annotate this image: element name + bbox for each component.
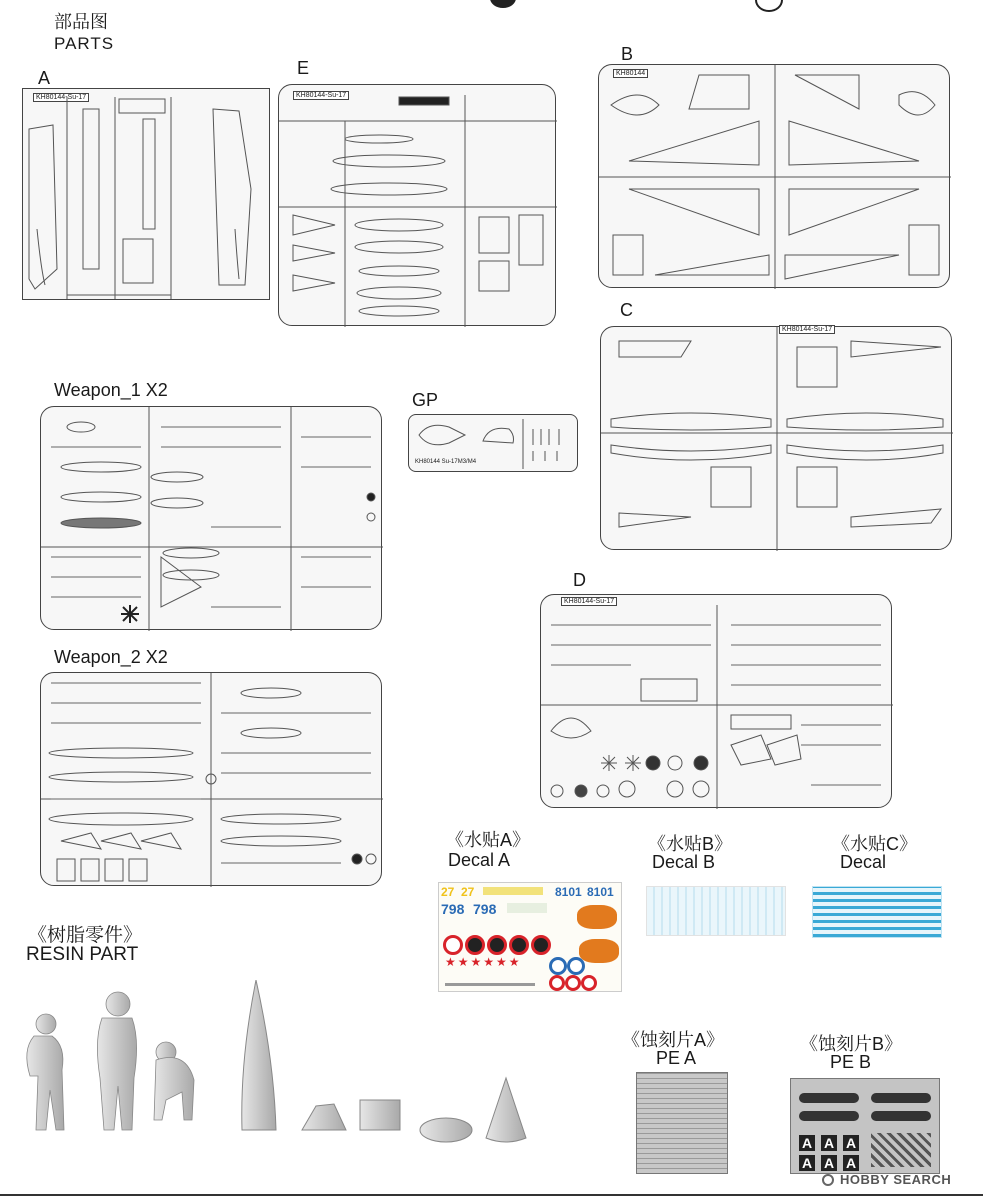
sprue-tag: KH80144-Su-17 xyxy=(779,325,835,334)
sprue-a-label: A xyxy=(38,68,51,88)
pe-mark: A xyxy=(821,1135,837,1151)
sprue-weapon2 xyxy=(40,672,382,886)
sprue-weapon2-parts xyxy=(41,673,383,887)
decal-a-title-en: Decal A xyxy=(448,850,511,870)
pe-fret-b xyxy=(790,1078,940,1174)
page-title-cn: 部品图 xyxy=(54,12,108,32)
weapon2-label: Weapon_2 X2 xyxy=(54,647,168,667)
decal-sheet-a xyxy=(438,882,622,992)
decal-sheet-c xyxy=(812,886,942,938)
pe-panel xyxy=(799,1111,859,1121)
pe-panel xyxy=(871,1133,931,1167)
sprue-e xyxy=(278,84,556,326)
roundel xyxy=(443,935,463,955)
pe-mark: A xyxy=(799,1155,815,1171)
pe-b-title-cn: 《蚀刻片B》 xyxy=(800,1034,903,1054)
sprue-tag: KH80144 Su-17M3/M4 xyxy=(415,459,477,465)
decal-b-title-en: Decal B xyxy=(652,852,716,872)
decal-c-title-cn: 《水贴C》 xyxy=(832,834,917,854)
sprue-c-label: C xyxy=(620,300,633,320)
circle-icon xyxy=(490,0,516,8)
weapon1-label: Weapon_1 X2 xyxy=(54,380,168,400)
roundel xyxy=(465,935,485,955)
resin-parts xyxy=(16,980,536,1150)
sprue-d xyxy=(540,594,892,808)
pilot-figure xyxy=(97,992,136,1130)
roundel xyxy=(549,957,567,975)
pe-fret-a xyxy=(636,1072,728,1174)
decal-number: 798 xyxy=(441,901,465,917)
sprue-tag: KH80144-Su-17 xyxy=(561,597,617,606)
sprue-tag: KH80144-Su-17 xyxy=(293,91,349,100)
decal-a-title-cn: 《水贴A》 xyxy=(446,830,531,850)
pe-a-title-cn: 《蚀刻片A》 xyxy=(622,1030,725,1050)
roundel xyxy=(509,935,529,955)
pe-panel xyxy=(871,1093,931,1103)
roundel xyxy=(567,957,585,975)
pe-b-title-en: PE B xyxy=(830,1052,872,1072)
sprue-b-parts xyxy=(599,65,951,289)
tiger-emblem xyxy=(579,939,619,963)
resin-title-cn: 《树脂零件》 xyxy=(28,925,143,946)
crew-figure xyxy=(154,1042,194,1120)
sprue-tag: KH80144 xyxy=(613,69,648,78)
sprue-e-parts xyxy=(279,85,557,327)
pilot-figure xyxy=(27,1014,64,1130)
resin-small-part xyxy=(302,1104,346,1130)
page-title-en: PARTS xyxy=(54,34,115,53)
sprue-gp-parts xyxy=(409,415,579,473)
sprue-e-label: E xyxy=(297,58,310,78)
decal-sheet-b xyxy=(646,886,786,936)
roundel xyxy=(531,935,551,955)
pe-a-title-en: PE A xyxy=(656,1048,697,1068)
roundel xyxy=(549,975,565,991)
tiger-emblem xyxy=(577,905,617,929)
sprue-d-parts xyxy=(541,595,893,809)
sprue-c-parts xyxy=(601,327,953,551)
sprue-weapon1 xyxy=(40,406,382,630)
pe-mark: A xyxy=(843,1155,859,1171)
decal-c-title-en: Decal xyxy=(840,852,887,872)
sprue-a-parts xyxy=(23,89,271,301)
sprue-b xyxy=(598,64,950,288)
pe-panel xyxy=(799,1093,859,1103)
star-row: ★★★★★★ xyxy=(445,955,522,969)
sprue-d-label: D xyxy=(573,570,586,590)
roundel xyxy=(581,975,597,991)
resin-title-en: RESIN PART xyxy=(26,944,139,965)
hobby-search-icon xyxy=(822,1174,834,1186)
decal-number: 27 xyxy=(441,885,455,899)
pe-panel xyxy=(871,1111,931,1121)
sprue-gp-label: GP xyxy=(412,390,439,410)
pe-mark: A xyxy=(821,1155,837,1171)
decal-number: 27 xyxy=(461,885,475,899)
decal-number: 798 xyxy=(473,901,497,917)
sprue-c xyxy=(600,326,952,550)
nose-cone xyxy=(242,980,276,1130)
decal-number: 8101 xyxy=(587,885,614,899)
decal-number: 8101 xyxy=(555,885,582,899)
resin-cone xyxy=(486,1078,526,1142)
watermark: HOBBY SEARCH xyxy=(840,1172,952,1187)
sprue-b-label: B xyxy=(621,44,634,64)
sprue-tag: KH80144-Su-17 xyxy=(33,93,89,102)
resin-disc xyxy=(420,1118,472,1142)
circle-icon xyxy=(755,0,783,12)
roundel xyxy=(565,975,581,991)
decal-serial-strip xyxy=(483,887,543,895)
roundel xyxy=(487,935,507,955)
pe-mark: A xyxy=(843,1135,859,1151)
sprue-gp xyxy=(408,414,578,472)
decal-b-title-cn: 《水贴B》 xyxy=(648,834,733,854)
pe-mark: A xyxy=(799,1135,815,1151)
resin-small-part xyxy=(360,1100,400,1130)
sprue-a xyxy=(22,88,270,300)
sprue-weapon1-parts xyxy=(41,407,383,631)
decal-serial-strip xyxy=(507,903,547,913)
bottom-rule xyxy=(0,1194,983,1196)
